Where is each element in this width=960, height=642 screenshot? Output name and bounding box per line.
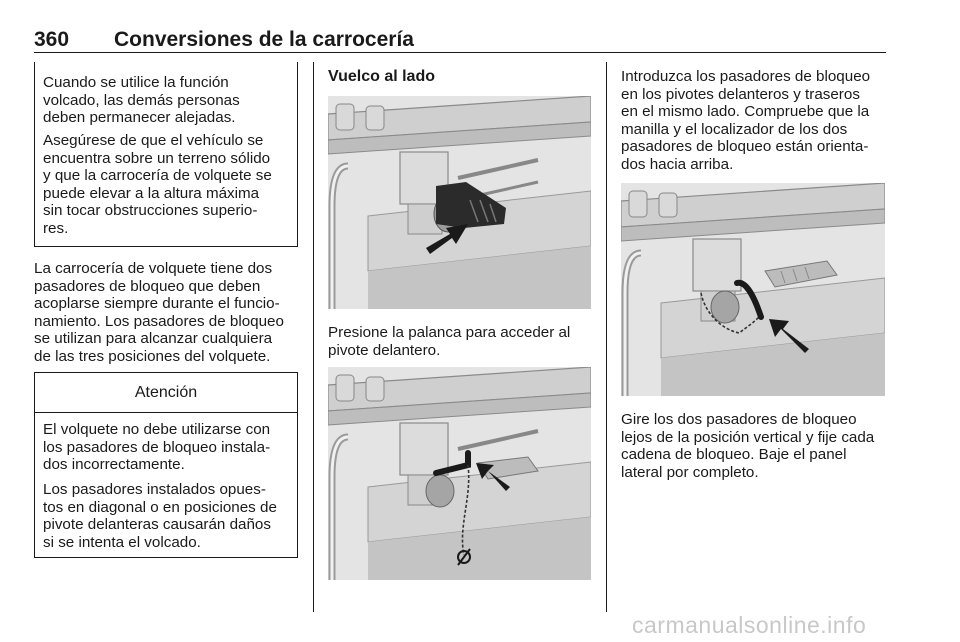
attention-heading: Atención (35, 373, 297, 413)
figure-lever-press (328, 96, 591, 309)
text-line: si se intenta el volcado. (43, 533, 201, 551)
note-paragraph-2 (43, 132, 272, 237)
column-divider-2 (606, 62, 607, 612)
text-line: Presione la palanca para acceder al (328, 324, 571, 341)
attention-box (34, 372, 298, 558)
page-header (34, 28, 886, 54)
text-line: pivote delantero. (328, 341, 441, 359)
text-line: deben permanecer alejadas. (43, 109, 236, 126)
header-rule (34, 52, 886, 53)
text-line: pasadores de bloqueo que deben (34, 277, 261, 295)
text-line: Asegúrese de que el vehículo se (43, 132, 264, 149)
text-line: manilla y el localizador de los dos (621, 120, 848, 138)
text-line: Gire los dos pasadores de bloqueo (621, 411, 857, 428)
page-title: Conversiones de la carrocería (114, 28, 414, 51)
text-line: Introduzca los pasadores de bloqueo (621, 68, 871, 85)
column-divider-1 (313, 62, 314, 612)
text-line: puede elevar a la altura máxima (43, 184, 260, 202)
text-line: dos hacia arriba. (621, 155, 734, 173)
body-paragraph (34, 260, 284, 365)
text-line: namiento. Los pasadores de bloqueo (34, 312, 284, 330)
text-line: acoplarse siempre durante el funcio- (34, 295, 280, 312)
caption-lever (328, 324, 570, 359)
text-line: lateral por completo. (621, 463, 759, 481)
instruction-insert (621, 68, 870, 173)
attention-paragraph-2 (43, 481, 277, 551)
text-line: en los pivotes delanteros y traseros (621, 85, 860, 103)
text-line: lejos de la posición vertical y fije cada (621, 428, 875, 446)
section-title: Vuelco al lado (328, 68, 435, 85)
text-line: de las tres posiciones del volquete. (34, 347, 271, 365)
note-paragraph-1 (43, 74, 240, 127)
text-line: Cuando se utilice la función (43, 74, 229, 91)
figure-pin-chain (328, 367, 591, 580)
text-line: pasadores de bloqueo están orienta- (621, 138, 869, 155)
figure-pin-rotate (621, 183, 885, 396)
text-line: encuentra sobre un terreno sólido (43, 149, 271, 167)
watermark: carmanualsonline.info (632, 612, 867, 638)
text-line: pivote delanteras causarán daños (43, 516, 271, 533)
text-line: y que la carrocería de volquete se (43, 167, 272, 184)
note-box (34, 62, 298, 247)
page-number: 360 (34, 28, 70, 51)
text-line: en el mismo lado. Compruebe que la (621, 103, 870, 120)
text-line: dos incorrectamente. (43, 456, 185, 473)
instruction-rotate (621, 411, 874, 481)
text-line: Los pasadores instalados opues- (43, 481, 266, 498)
text-line: res. (43, 219, 69, 237)
text-line: sin tocar obstrucciones superio- (43, 202, 258, 219)
text-line: tos en diagonal o en posiciones de (43, 498, 277, 516)
text-line: El volquete no debe utilizarse con (43, 421, 271, 438)
attention-paragraph-1 (43, 421, 270, 474)
text-line: volcado, las demás personas (43, 91, 240, 109)
text-line: los pasadores de bloqueo instala- (43, 438, 271, 456)
text-line: La carrocería de volquete tiene dos (34, 260, 273, 277)
text-line: cadena de bloqueo. Baje el panel (621, 446, 847, 463)
text-line: se utilizan para alcanzar cualquiera (34, 330, 273, 347)
